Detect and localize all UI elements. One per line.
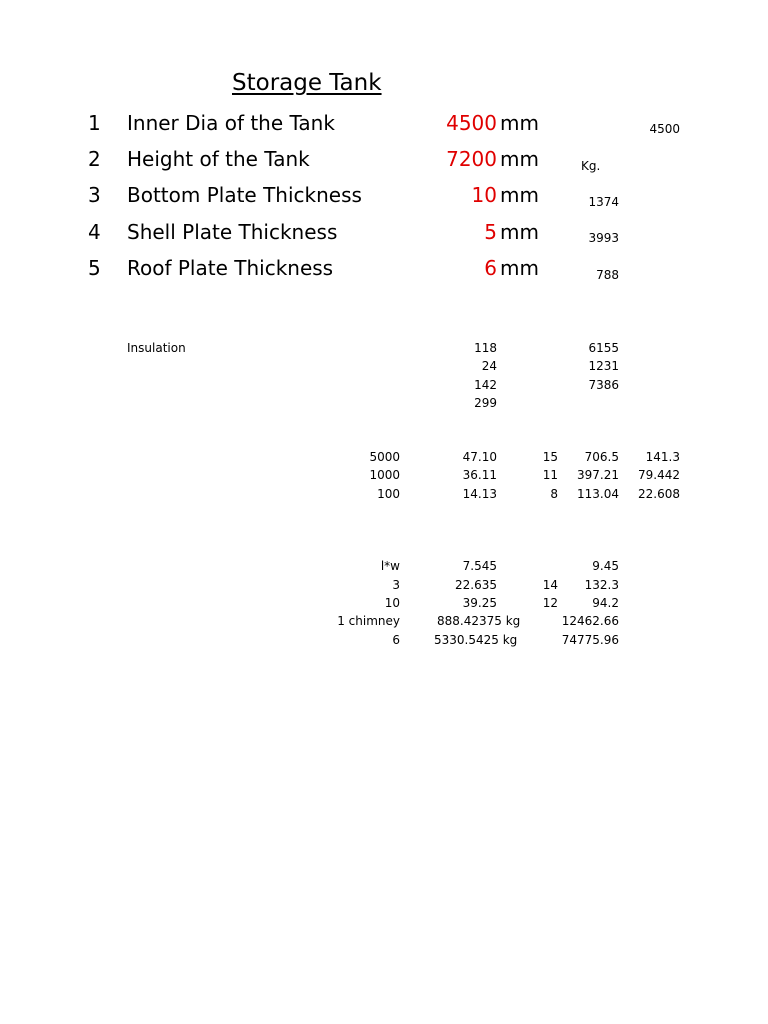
side-roof-weight: 788 — [596, 268, 619, 282]
dims-cell: 7.545 — [462, 559, 497, 573]
insulation-col1-value: 142 — [474, 378, 497, 392]
calc-cell: 100 — [377, 487, 400, 501]
spec-number: 1 — [88, 111, 101, 135]
spec-value: 10 — [471, 183, 497, 207]
insulation-col2-value: 6155 — [588, 341, 619, 355]
calc-cell: 14.13 — [462, 487, 497, 501]
dims-cell: 94.2 — [592, 596, 619, 610]
calc-cell: 22.608 — [638, 487, 680, 501]
dims-cell: 39.25 — [462, 596, 497, 610]
spec-row-bottom-plate — [0, 183, 768, 213]
spec-label: Height of the Tank — [127, 147, 310, 171]
dims-cell: 10 — [384, 596, 400, 610]
calc-cell: 11 — [542, 468, 558, 482]
dims-cell: 12462.66 — [561, 614, 619, 628]
dims-cell: 1 chimney — [337, 614, 400, 628]
calc-cell: 8 — [550, 487, 558, 501]
spec-row-roof-plate — [0, 256, 768, 286]
dims-cell: l*w — [380, 559, 400, 573]
spec-value: 4500 — [446, 111, 497, 135]
calc-cell: 1000 — [369, 468, 400, 482]
dims-cell: 3 — [392, 578, 400, 592]
dims-cell: 22.635 — [455, 578, 497, 592]
spec-value: 7200 — [446, 147, 497, 171]
spec-number: 2 — [88, 147, 101, 171]
insulation-col2-value: 7386 — [588, 378, 619, 392]
insulation-col1-value: 299 — [474, 396, 497, 410]
dims-cell: 132.3 — [584, 578, 619, 592]
spec-label: Bottom Plate Thickness — [127, 183, 362, 207]
calc-cell: 36.11 — [462, 468, 497, 482]
spec-unit: mm — [500, 147, 539, 171]
page-title: Storage Tank — [232, 70, 382, 96]
spec-value: 6 — [484, 256, 497, 280]
spec-unit: mm — [500, 111, 539, 135]
calc-cell: 15 — [542, 450, 558, 464]
side-kg-label: Kg. — [581, 159, 601, 173]
spec-label: Inner Dia of the Tank — [127, 111, 335, 135]
spec-unit: mm — [500, 183, 539, 207]
spec-label: Shell Plate Thickness — [127, 220, 338, 244]
calc-cell: 47.10 — [462, 450, 497, 464]
spec-label: Roof Plate Thickness — [127, 256, 334, 280]
calc-cell: 397.21 — [577, 468, 619, 482]
spec-number: 5 — [88, 256, 101, 280]
spec-row-shell-plate — [0, 220, 768, 250]
side-bottom-weight: 1374 — [588, 195, 619, 209]
calc-cell: 113.04 — [577, 487, 619, 501]
spec-value: 5 — [484, 220, 497, 244]
dims-cell: 6 — [392, 633, 400, 647]
dims-cell: 74775.96 — [561, 633, 619, 647]
spec-number: 4 — [88, 220, 101, 244]
dims-cell: 5330.5425 kg — [434, 633, 518, 647]
calc-cell: 141.3 — [645, 450, 680, 464]
insulation-col1-value: 118 — [474, 341, 497, 355]
calc-cell: 706.5 — [584, 450, 619, 464]
side-dia-value: 4500 — [649, 122, 680, 136]
dims-cell: 888.42375 kg — [437, 614, 521, 628]
insulation-label: Insulation — [127, 341, 186, 355]
insulation-col1-value: 24 — [481, 359, 497, 373]
side-shell-weight: 3993 — [588, 231, 619, 245]
spec-number: 3 — [88, 183, 101, 207]
dims-cell: 9.45 — [592, 559, 619, 573]
dims-cell: 14 — [542, 578, 558, 592]
spec-unit: mm — [500, 256, 539, 280]
spec-row-height — [0, 147, 768, 177]
dims-cell: 12 — [542, 596, 558, 610]
spec-unit: mm — [500, 220, 539, 244]
insulation-col2-value: 1231 — [588, 359, 619, 373]
calc-cell: 79.442 — [638, 468, 680, 482]
calc-cell: 5000 — [369, 450, 400, 464]
